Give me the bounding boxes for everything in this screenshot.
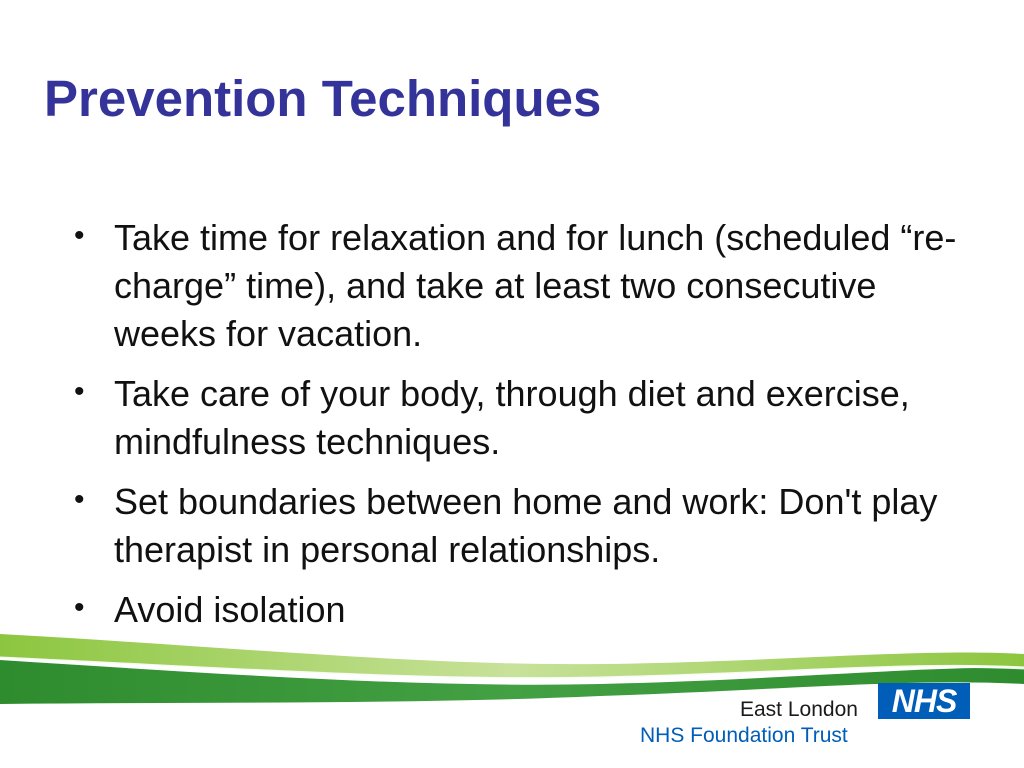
trust-name: NHS Foundation Trust xyxy=(640,724,848,747)
bullet-dot-icon: • xyxy=(74,219,85,252)
bullet-text: Avoid isolation xyxy=(114,589,346,630)
bullet-dot-icon: • xyxy=(74,591,85,624)
list-item xyxy=(74,370,984,466)
bullet-text: Set boundaries between home and work: Don't play therapist in personal relationships. xyxy=(114,481,938,570)
green-swoosh-banner xyxy=(0,618,1024,718)
bullet-dot-icon: • xyxy=(74,483,85,516)
bullet-text: Take care of your body, through diet and exercise, mindfulness techniques. xyxy=(114,373,910,462)
bullet-dot-icon: • xyxy=(74,375,85,408)
list-item xyxy=(74,214,984,358)
nhs-logo-badge: NHS xyxy=(878,683,970,719)
org-name: East London xyxy=(740,698,858,721)
bullet-list xyxy=(74,214,984,646)
slide-title: Prevention Techniques xyxy=(44,70,602,127)
list-item xyxy=(74,478,984,574)
bullet-text: Take time for relaxation and for lunch (scheduled “re-charge” time), and take at least two consecutive weeks for vacation. xyxy=(114,217,957,354)
